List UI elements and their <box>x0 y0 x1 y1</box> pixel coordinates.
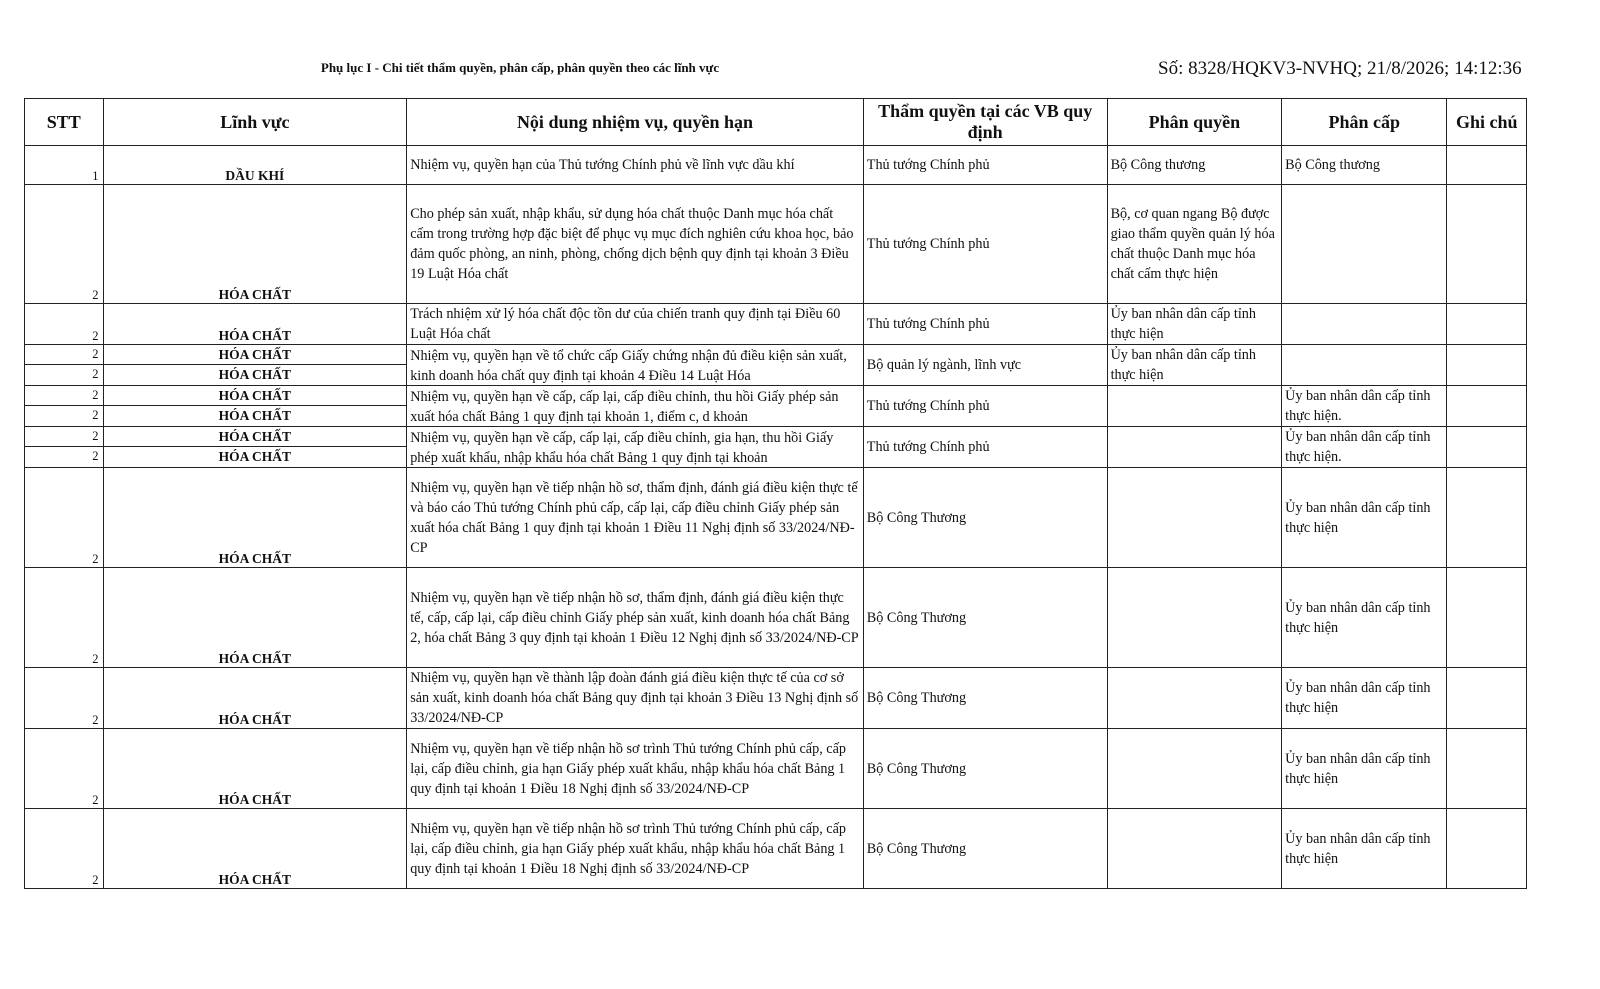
row-field: HÓA CHẤT <box>103 185 407 304</box>
table-row <box>25 729 1527 809</box>
table-row <box>25 427 1527 468</box>
col-header-note: Ghi chú <box>1447 99 1527 146</box>
row-decentralization: Bộ Công thương <box>1107 146 1282 185</box>
row-note <box>1447 304 1527 345</box>
row-stt-line: 2 <box>25 364 103 383</box>
row-authority: Bộ quản lý ngành, lĩnh vực <box>863 345 1107 386</box>
row-delegation: Ủy ban nhân dân cấp tỉnh thực hiện <box>1282 729 1447 809</box>
row-decentralization <box>1107 427 1282 468</box>
row-authority: Bộ Công Thương <box>863 668 1107 729</box>
row-delegation: Ủy ban nhân dân cấp tỉnh thực hiện. <box>1282 386 1447 427</box>
row-content-text: Nhiệm vụ, quyền hạn về cấp, cấp lại, cấp điều chỉnh, thu hồi Giấy phép sản xuất hóa chất Bảng 1 quy định tại khoản 1, điểm c, d khoản <box>410 389 839 425</box>
row-stt <box>25 427 104 468</box>
row-stt <box>25 386 104 427</box>
table-row <box>25 468 1527 568</box>
row-content: Cho phép sản xuất, nhập khẩu, sử dụng hóa chất thuộc Danh mục hóa chất cấm trong trường hợp đặc biệt để phục vụ mục đích nghiên cứu khoa học, bảo đảm quốc phòng, an ninh, phòng, chống dịch bệnh quy định tại khoản 3 Điều 19 Luật Hóa chất <box>407 185 864 304</box>
col-header-field: Lĩnh vực <box>103 99 407 146</box>
row-decentralization: Bộ, cơ quan ngang Bộ được giao thẩm quyền quản lý hóa chất thuộc Danh mục hóa chất cấm thực hiện <box>1107 185 1282 304</box>
row-decentralization <box>1107 729 1282 809</box>
row-content: Trách nhiệm xử lý hóa chất độc tồn dư của chiến tranh quy định tại Điều 60 Luật Hóa chất <box>407 304 864 345</box>
row-delegation: Ủy ban nhân dân cấp tỉnh thực hiện. <box>1282 427 1447 468</box>
row-authority: Bộ Công Thương <box>863 468 1107 568</box>
row-note <box>1447 386 1527 427</box>
row-delegation: Ủy ban nhân dân cấp tỉnh thực hiện <box>1282 809 1447 889</box>
row-authority: Thủ tướng Chính phủ <box>863 304 1107 345</box>
row-stt <box>25 345 104 386</box>
row-delegation: Ủy ban nhân dân cấp tỉnh thực hiện <box>1282 668 1447 729</box>
row-authority: Thủ tướng Chính phủ <box>863 386 1107 427</box>
row-stt-line: 2 <box>25 405 103 424</box>
col-header-stt: STT <box>25 99 104 146</box>
row-decentralization <box>1107 386 1282 427</box>
authority-table <box>24 98 1527 889</box>
row-decentralization <box>1107 468 1282 568</box>
row-note <box>1447 668 1527 729</box>
row-delegation <box>1282 185 1447 304</box>
row-field: HÓA CHẤT <box>103 729 407 809</box>
table-row <box>25 568 1527 668</box>
row-stt: 2 <box>25 729 104 809</box>
table-header-row <box>25 99 1527 146</box>
row-content: Nhiệm vụ, quyền hạn về tiếp nhận hồ sơ, thẩm định, đánh giá điều kiện thực tế và báo cáo Thủ tướng Chính phủ cấp, cấp lại, cấp điều chỉnh Giấy phép sản xuất hóa chất Bảng 1 quy định tại khoản 1 Điều 11 Nghị định số 33/2024/NĐ-CP <box>407 468 864 568</box>
row-field-line: HÓA CHẤT <box>218 429 292 444</box>
table-row <box>25 386 1527 427</box>
row-note <box>1447 185 1527 304</box>
row-field: DẦU KHÍ <box>103 146 407 185</box>
row-note <box>1447 809 1527 889</box>
row-note <box>1447 468 1527 568</box>
row-decentralization <box>1107 568 1282 668</box>
row-decentralization: Ủy ban nhân dân cấp tỉnh thực hiện <box>1107 304 1282 345</box>
row-note <box>1447 729 1527 809</box>
row-delegation: Ủy ban nhân dân cấp tỉnh thực hiện <box>1282 468 1447 568</box>
table-row <box>25 345 1527 386</box>
row-stt-line: 2 <box>92 429 99 443</box>
row-authority: Thủ tướng Chính phủ <box>863 185 1107 304</box>
table-row <box>25 146 1527 185</box>
table-row <box>25 668 1527 729</box>
row-note <box>1447 568 1527 668</box>
row-content-text: Nhiệm vụ, quyền hạn về cấp, cấp lại, cấp điều chỉnh, gia hạn, thu hồi Giấy phép xuất khẩu, nhập khẩu hóa chất Bảng 1 quy định tại khoản <box>410 430 834 466</box>
row-content: Nhiệm vụ, quyền hạn của Thủ tướng Chính phủ về lĩnh vực dầu khí <box>407 146 864 185</box>
row-field <box>103 386 407 427</box>
row-stt: 2 <box>25 304 104 345</box>
row-field-line: HÓA CHẤT <box>104 405 407 424</box>
row-field <box>103 345 407 386</box>
row-note <box>1447 345 1527 386</box>
row-content <box>407 427 864 468</box>
row-stt: 2 <box>25 668 104 729</box>
row-stt: 2 <box>25 468 104 568</box>
document-number: Số: 8328/HQKV3-NVHQ; 21/8/2026; 14:12:36 <box>1158 58 1522 79</box>
row-decentralization: Ủy ban nhân dân cấp tỉnh thực hiện <box>1107 345 1282 386</box>
row-field-line: HÓA CHẤT <box>104 446 407 465</box>
row-field: HÓA CHẤT <box>103 468 407 568</box>
row-note <box>1447 146 1527 185</box>
table-row <box>25 304 1527 345</box>
row-content <box>407 386 864 427</box>
row-field: HÓA CHẤT <box>103 809 407 889</box>
row-authority: Bộ Công Thương <box>863 568 1107 668</box>
row-content: Nhiệm vụ, quyền hạn về tiếp nhận hồ sơ trình Thủ tướng Chính phủ cấp, cấp lại, cấp điều chỉnh, gia hạn Giấy phép xuất khẩu, nhập khẩu hóa chất Bảng 1 quy định tại khoản 1 Điều 18 Nghị định số 33/2024/NĐ-CP <box>407 729 864 809</box>
table-row <box>25 185 1527 304</box>
row-content: Nhiệm vụ, quyền hạn về tiếp nhận hồ sơ trình Thủ tướng Chính phủ cấp, cấp lại, cấp điều chỉnh, gia hạn Giấy phép xuất khẩu, nhập khẩu hóa chất Bảng 1 quy định tại khoản 1 Điều 18 Nghị định số 33/2024/NĐ-CP <box>407 809 864 889</box>
col-header-decentralization: Phân quyền <box>1107 99 1282 146</box>
row-content: Nhiệm vụ, quyền hạn về thành lập đoàn đánh giá điều kiện thực tế của cơ sở sản xuất, kinh doanh hóa chất Bảng quy định tại khoản 3 Điều 13 Nghị định số 33/2024/NĐ-CP <box>407 668 864 729</box>
row-delegation <box>1282 304 1447 345</box>
row-stt-line: 2 <box>92 347 99 361</box>
row-note <box>1447 427 1527 468</box>
appendix-title: Phụ lục I - Chi tiết thẩm quyền, phân cấp, phân quyền theo các lĩnh vực <box>320 60 720 75</box>
row-delegation: Ủy ban nhân dân cấp tỉnh thực hiện <box>1282 568 1447 668</box>
row-decentralization <box>1107 809 1282 889</box>
row-stt: 2 <box>25 568 104 668</box>
row-content <box>407 345 864 386</box>
row-field: HÓA CHẤT <box>103 304 407 345</box>
row-stt-line: 2 <box>25 446 103 465</box>
table-row <box>25 809 1527 889</box>
row-authority: Thủ tướng Chính phủ <box>863 427 1107 468</box>
row-authority: Bộ Công Thương <box>863 809 1107 889</box>
row-field: HÓA CHẤT <box>103 668 407 729</box>
row-field: HÓA CHẤT <box>103 568 407 668</box>
row-authority: Thủ tướng Chính phủ <box>863 146 1107 185</box>
row-stt: 2 <box>25 809 104 889</box>
col-header-content: Nội dung nhiệm vụ, quyền hạn <box>407 99 864 146</box>
col-header-authority: Thẩm quyền tại các VB quy định <box>863 99 1107 146</box>
row-delegation <box>1282 345 1447 386</box>
row-field-line: HÓA CHẤT <box>218 388 292 403</box>
row-content: Nhiệm vụ, quyền hạn về tiếp nhận hồ sơ, thẩm định, đánh giá điều kiện thực tế, cấp, cấp lại, cấp điều chỉnh Giấy phép sản xuất, kinh doanh hóa chất Bảng 2, hóa chất Bảng 3 quy định tại khoản 1 Điều 12 Nghị định số 33/2024/NĐ-CP <box>407 568 864 668</box>
row-field <box>103 427 407 468</box>
row-stt: 2 <box>25 185 104 304</box>
row-stt: 1 <box>25 146 104 185</box>
col-header-delegation: Phân cấp <box>1282 99 1447 146</box>
row-stt-line: 2 <box>92 388 99 402</box>
row-field-line: HÓA CHẤT <box>218 347 292 362</box>
row-field-line: HÓA CHẤT <box>104 364 407 383</box>
row-content-text: Nhiệm vụ, quyền hạn về tổ chức cấp Giấy chứng nhận đủ điều kiện sản xuất, kinh doanh hóa chất quy định tại khoản 4 Điều 14 Luật Hóa <box>410 348 847 384</box>
row-authority: Bộ Công Thương <box>863 729 1107 809</box>
row-delegation: Bộ Công thương <box>1282 146 1447 185</box>
row-decentralization <box>1107 668 1282 729</box>
